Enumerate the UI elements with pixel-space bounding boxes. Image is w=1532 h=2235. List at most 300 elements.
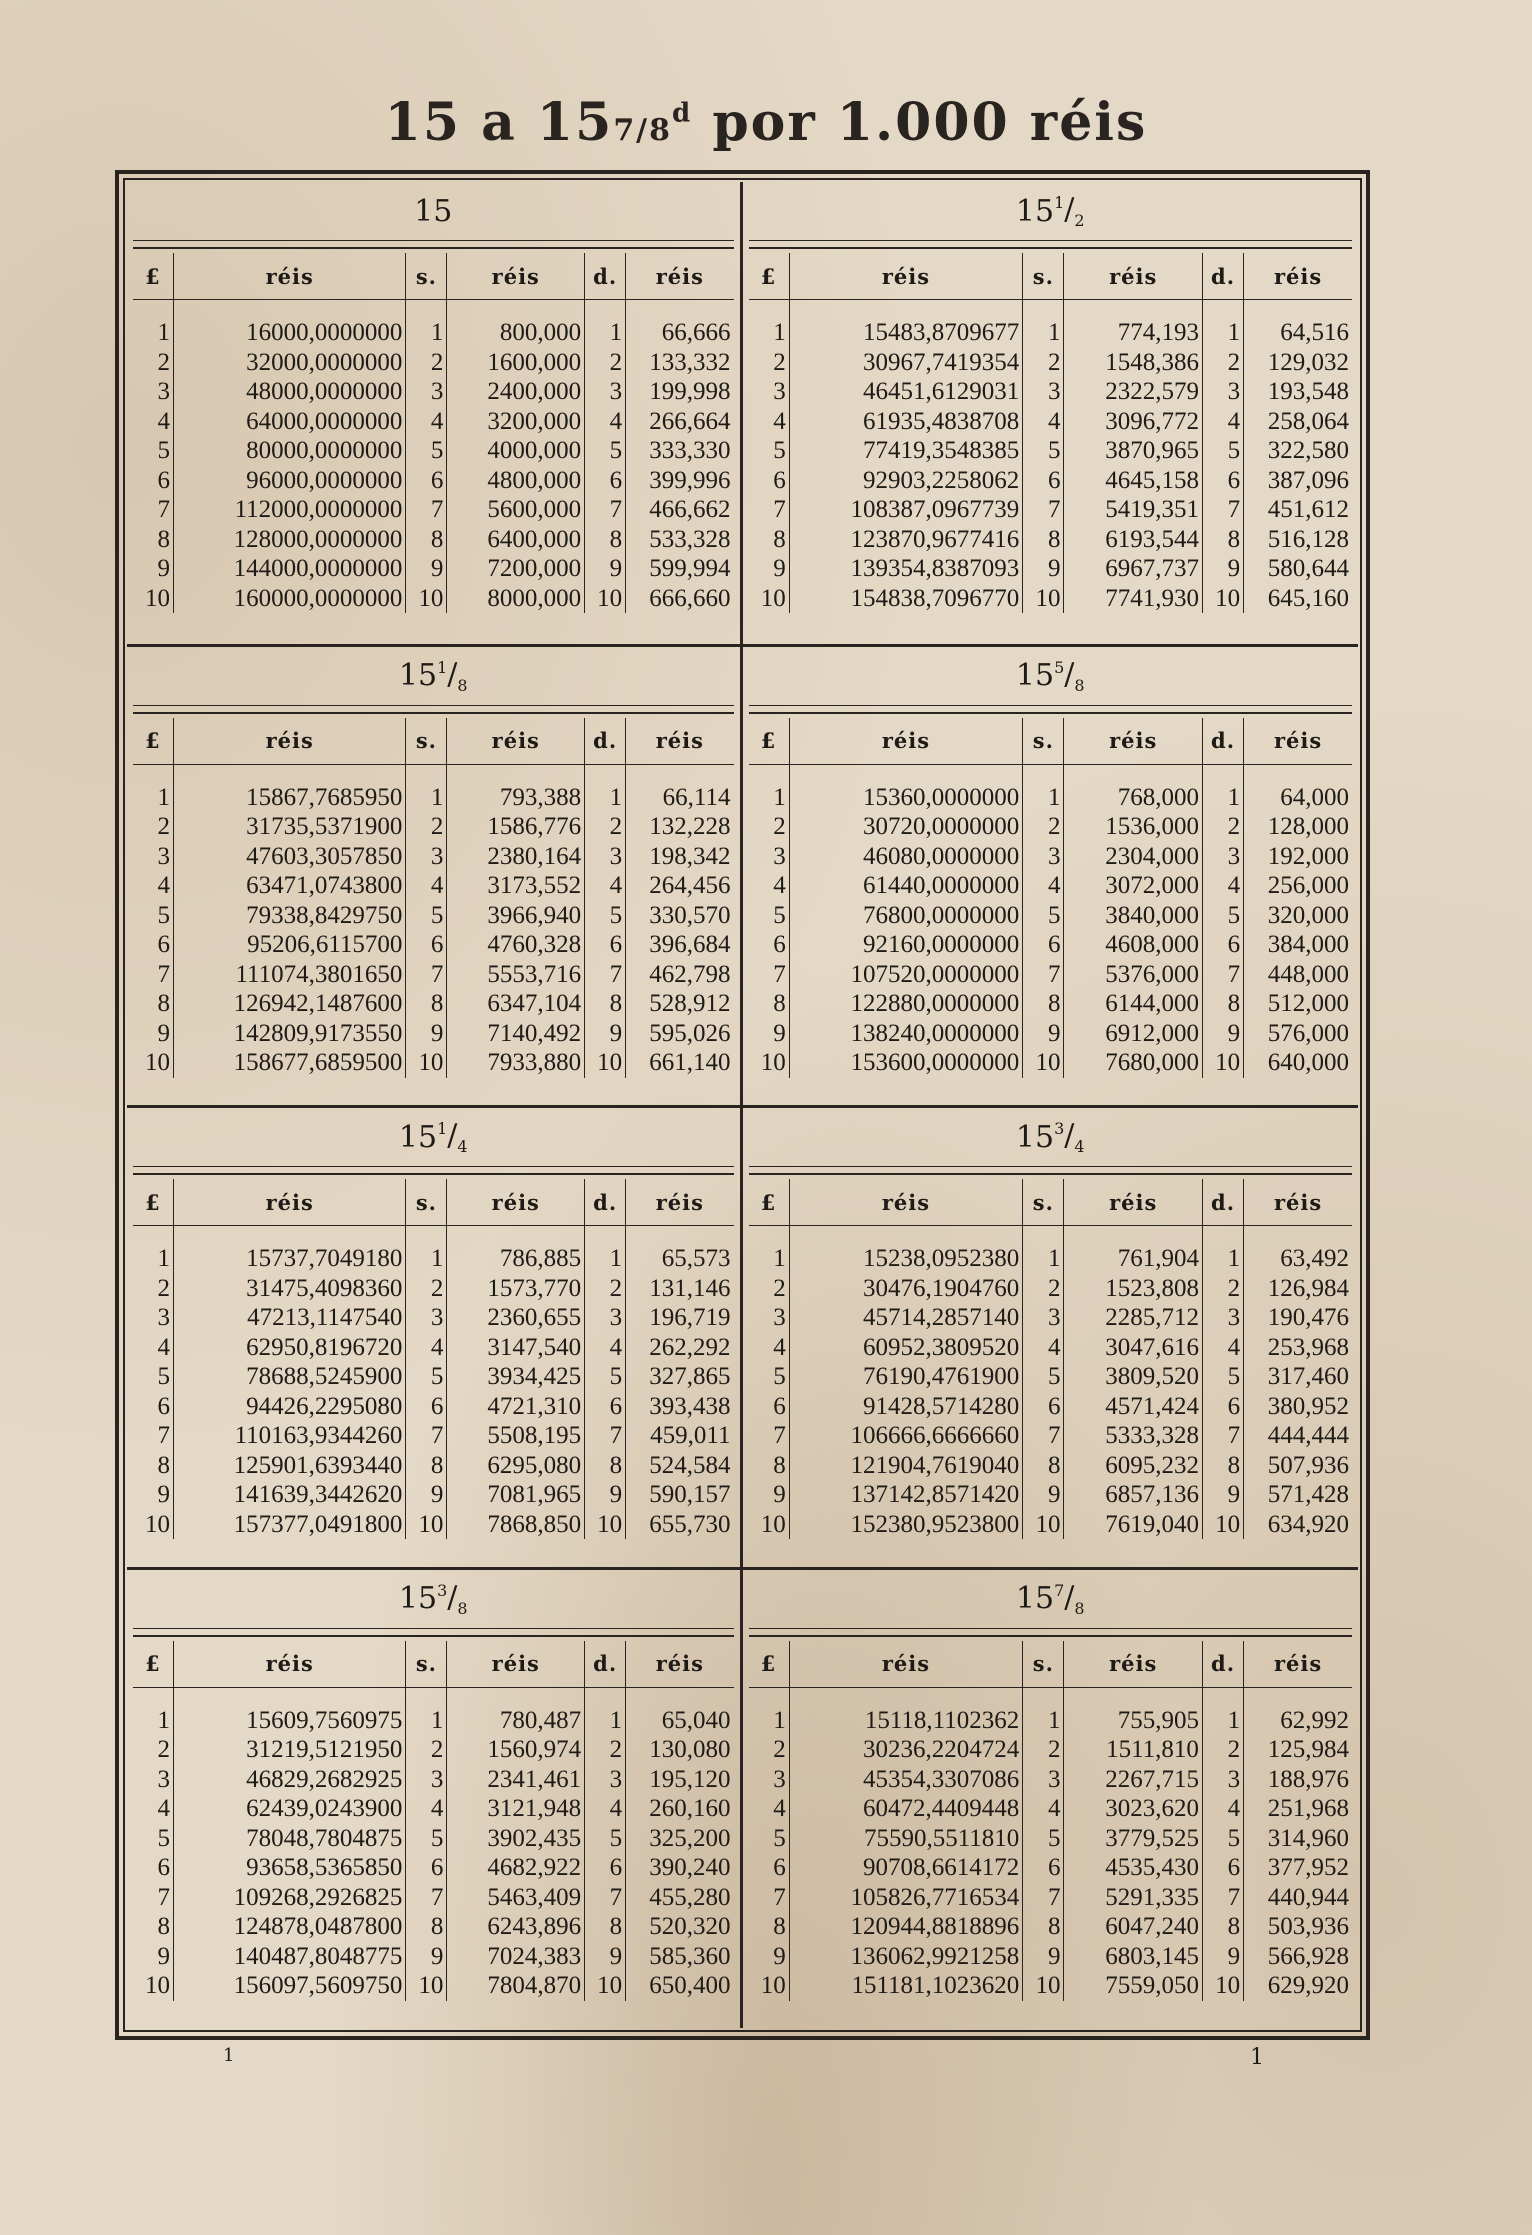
unit-count-cell: 9: [133, 554, 173, 584]
unit-count-cell: 5: [749, 1824, 790, 1854]
unit-count-cell: 5: [1023, 436, 1064, 466]
column-header-d: d.: [585, 1179, 626, 1226]
table-row: [133, 525, 734, 555]
unit-count-cell: 3: [1023, 842, 1064, 872]
unit-count-cell: 4: [585, 871, 626, 901]
reis-value-cell: 112000,0000000: [173, 495, 405, 525]
table-row: [749, 300, 1353, 348]
unit-count-cell: 8: [406, 1912, 447, 1942]
reis-value-cell: 7680,000: [1064, 1048, 1202, 1078]
column-header-reis: réis: [173, 1641, 405, 1688]
table-row: [749, 901, 1353, 931]
reis-value-cell: 6347,104: [447, 989, 585, 1019]
column-header-pound: £: [133, 253, 173, 300]
reis-value-cell: 459,011: [650, 1422, 731, 1449]
reis-value-cell: 650,400: [649, 1972, 731, 1999]
reis-value-cell: 30236,2204724: [789, 1735, 1023, 1765]
reis-value-cell: 599,994: [649, 555, 731, 582]
column-header-s: s.: [1023, 253, 1064, 300]
reis-value-cell: 45714,2857140: [789, 1303, 1023, 1333]
reis-value-cell: 6857,136: [1064, 1480, 1202, 1510]
unit-count-cell: 2: [1202, 1274, 1243, 1304]
rate-table: [749, 1641, 1353, 2001]
unit-count-cell: 1: [406, 300, 447, 348]
reis-value-cell: 768,000: [1064, 764, 1202, 812]
reis-value-cell: 256,000: [1267, 872, 1349, 899]
reis-value-cell: 47603,3057850: [173, 842, 405, 872]
table-row: [133, 1048, 734, 1078]
unit-count-cell: 8: [1202, 1912, 1243, 1942]
unit-count-cell: 5: [1202, 1824, 1243, 1854]
reis-value-cell: 1600,000: [447, 348, 585, 378]
unit-count-cell: 8: [749, 1451, 790, 1481]
table-row: [749, 466, 1353, 496]
reis-value-cell: 110163,9344260: [173, 1421, 405, 1451]
column-header-reis: réis: [173, 718, 405, 765]
table-row: [133, 871, 734, 901]
reis-value-cell: 123870,9677416: [789, 525, 1023, 555]
table-row: [749, 1794, 1353, 1824]
reis-value-cell: 576,000: [1267, 1019, 1349, 1047]
reis-value-cell: 666,660: [649, 584, 731, 612]
table-row: [749, 1765, 1353, 1795]
unit-count-cell: 3: [406, 377, 447, 407]
unit-count-cell: 1: [749, 300, 790, 348]
reis-value-cell: 132,228: [649, 813, 731, 840]
reis-value-cell: 196,719: [649, 1304, 731, 1331]
reis-value-cell: 3047,616: [1064, 1333, 1202, 1363]
unit-count-cell: 5: [406, 901, 447, 931]
rate-fraction: $^7/_8$: [1054, 1579, 1085, 1618]
table-row: [749, 1451, 1353, 1481]
table-row: [133, 1687, 734, 1735]
unit-count-cell: 3: [1023, 1303, 1064, 1333]
unit-count-cell: 2: [133, 812, 173, 842]
reis-value-cell: 455,280: [649, 1883, 731, 1911]
table-row: [133, 1883, 734, 1913]
unit-count-cell: 1: [1202, 300, 1243, 348]
reis-value-cell: 451,612: [1267, 496, 1349, 523]
reis-value-cell: 571,428: [1267, 1481, 1349, 1508]
reis-value-cell: 384,000: [1267, 931, 1349, 958]
unit-count-cell: 7: [749, 1883, 790, 1913]
unit-count-cell: 5: [133, 436, 173, 466]
rate-block: [127, 644, 743, 1106]
unit-count-cell: 9: [406, 1019, 447, 1049]
reis-value-cell: 46080,0000000: [789, 842, 1023, 872]
column-header-reis: réis: [447, 718, 585, 765]
reis-value-cell: 30720,0000000: [789, 812, 1023, 842]
unit-count-cell: 10: [585, 584, 626, 614]
reis-value-cell: 516,128: [1267, 525, 1349, 553]
reis-value-cell: 533,328: [649, 525, 731, 553]
reis-value-cell: 78048,7804875: [173, 1824, 405, 1854]
reis-value-cell: 322,580: [1267, 437, 1349, 464]
unit-count-cell: 7: [406, 1421, 447, 1451]
unit-count-cell: 5: [133, 1362, 173, 1392]
footer-right-mark: 1: [1250, 2045, 1264, 2070]
unit-count-cell: 1: [406, 1226, 447, 1274]
unit-count-cell: 3: [406, 1765, 447, 1795]
unit-count-cell: 7: [1023, 1421, 1064, 1451]
unit-count-cell: 5: [585, 436, 626, 466]
unit-count-cell: 3: [1202, 377, 1243, 407]
reis-value-cell: 761,904: [1064, 1226, 1202, 1274]
rate-table: [133, 253, 734, 613]
reis-value-cell: 393,438: [649, 1392, 731, 1420]
unit-count-cell: 4: [1023, 871, 1064, 901]
table-row: [133, 1274, 734, 1304]
reis-value-cell: 129,032: [1267, 348, 1349, 376]
reis-value-cell: 390,240: [649, 1854, 731, 1881]
unit-count-cell: 1: [1023, 300, 1064, 348]
reis-value-cell: 75590,5511810: [789, 1824, 1023, 1854]
unit-count-cell: 6: [749, 930, 790, 960]
table-row: [133, 1480, 734, 1510]
unit-count-cell: 8: [133, 989, 173, 1019]
reis-value-cell: 5600,000: [447, 495, 585, 525]
rate-block: [127, 1105, 743, 1567]
reis-value-cell: 6803,145: [1064, 1942, 1202, 1972]
reis-value-cell: 60952,3809520: [789, 1333, 1023, 1363]
unit-count-cell: 7: [749, 1421, 790, 1451]
reis-value-cell: 380,952: [1267, 1392, 1349, 1420]
reis-value-cell: 46829,2682925: [173, 1765, 405, 1795]
reis-value-cell: 2267,715: [1064, 1765, 1202, 1795]
table-row: [749, 871, 1353, 901]
unit-count-cell: 4: [1202, 871, 1243, 901]
unit-count-cell: 4: [749, 407, 790, 437]
reis-value-cell: 65,573: [661, 1245, 731, 1272]
reis-value-cell: 6912,000: [1064, 1019, 1202, 1049]
reis-value-cell: 7081,965: [447, 1480, 585, 1510]
rate-block: [127, 182, 743, 644]
reis-value-cell: 5508,195: [447, 1421, 585, 1451]
reis-value-cell: 4800,000: [447, 466, 585, 496]
table-row: [133, 1019, 734, 1049]
unit-count-cell: 3: [133, 842, 173, 872]
unit-count-cell: 10: [1202, 1510, 1243, 1540]
table-row: [749, 436, 1353, 466]
unit-count-cell: 10: [406, 1971, 447, 2001]
table-row: [749, 1019, 1353, 1049]
column-header-d: d.: [585, 1641, 626, 1688]
column-header-reis: réis: [1064, 1179, 1202, 1226]
reis-value-cell: 6047,240: [1064, 1912, 1202, 1942]
reis-value-cell: 4645,158: [1064, 466, 1202, 496]
table-row: [749, 1421, 1353, 1451]
reis-value-cell: 31475,4098360: [173, 1274, 405, 1304]
reis-value-cell: 140487,8048775: [173, 1942, 405, 1972]
reis-value-cell: 124878,0487800: [173, 1912, 405, 1942]
column-header-reis: réis: [1244, 1179, 1352, 1226]
reis-value-cell: 47213,1147540: [173, 1303, 405, 1333]
unit-count-cell: 1: [749, 1226, 790, 1274]
reis-value-cell: 94426,2295080: [173, 1392, 405, 1422]
reis-value-cell: 61935,4838708: [789, 407, 1023, 437]
reis-value-cell: 109268,2926825: [173, 1883, 405, 1913]
reis-value-cell: 193,548: [1267, 378, 1349, 405]
unit-count-cell: 1: [749, 1687, 790, 1735]
rate-heading: [749, 1108, 1353, 1167]
table-row: [749, 812, 1353, 842]
column-header-s: s.: [1023, 1179, 1064, 1226]
column-header-s: s.: [1023, 718, 1064, 765]
unit-count-cell: 8: [749, 1912, 790, 1942]
unit-count-cell: 2: [1202, 348, 1243, 378]
reis-value-cell: 640,000: [1267, 1049, 1349, 1076]
reis-value-cell: 1523,808: [1064, 1274, 1202, 1304]
reis-value-cell: 66,666: [661, 319, 731, 346]
table-row: [133, 1421, 734, 1451]
unit-count-cell: 7: [585, 1883, 626, 1913]
unit-count-cell: 6: [133, 1392, 173, 1422]
reis-value-cell: 60472,4409448: [789, 1794, 1023, 1824]
unit-count-cell: 9: [1023, 1480, 1064, 1510]
unit-count-cell: 4: [585, 1794, 626, 1824]
reis-value-cell: 5376,000: [1064, 960, 1202, 990]
unit-count-cell: 8: [585, 989, 626, 1019]
reis-value-cell: 655,730: [649, 1510, 731, 1538]
reis-value-cell: 1586,776: [447, 812, 585, 842]
reis-value-cell: 138240,0000000: [789, 1019, 1023, 1049]
unit-count-cell: 4: [1202, 1333, 1243, 1363]
reis-value-cell: 3902,435: [447, 1824, 585, 1854]
column-header-s: s.: [406, 253, 447, 300]
reis-value-cell: 144000,0000000: [173, 554, 405, 584]
reis-value-cell: 93658,5365850: [173, 1853, 405, 1883]
reis-value-cell: 106666,6666660: [789, 1421, 1023, 1451]
unit-count-cell: 3: [133, 1303, 173, 1333]
column-header-reis: réis: [789, 1179, 1023, 1226]
reis-value-cell: 62439,0243900: [173, 1794, 405, 1824]
reis-value-cell: 77419,3548385: [789, 436, 1023, 466]
unit-count-cell: 2: [406, 812, 447, 842]
table-row: [133, 407, 734, 437]
unit-count-cell: 10: [749, 584, 790, 614]
unit-count-cell: 5: [1023, 1824, 1064, 1854]
unit-count-cell: 7: [1202, 1421, 1243, 1451]
table-row: [749, 960, 1353, 990]
unit-count-cell: 2: [1202, 812, 1243, 842]
rate-fraction: $^1/_4$: [437, 1118, 468, 1156]
unit-count-cell: 8: [133, 525, 173, 555]
unit-count-cell: 9: [133, 1942, 173, 1972]
reis-value-cell: 92160,0000000: [789, 930, 1023, 960]
reis-value-cell: 120944,8818896: [789, 1912, 1023, 1942]
unit-count-cell: 5: [1023, 1362, 1064, 1392]
reis-value-cell: 46451,6129031: [789, 377, 1023, 407]
unit-count-cell: 7: [1202, 495, 1243, 525]
rate-heading: [749, 1570, 1353, 1629]
rate-block: [743, 1105, 1359, 1567]
page-title: 15 a 157/8$^d$ por 1.000 réis: [384, 92, 1148, 153]
reis-value-cell: 63,492: [1280, 1245, 1349, 1272]
unit-count-cell: 10: [133, 1510, 173, 1540]
unit-count-cell: 8: [585, 1912, 626, 1942]
unit-count-cell: 7: [133, 1421, 173, 1451]
reis-value-cell: 634,920: [1267, 1510, 1349, 1538]
unit-count-cell: 8: [406, 1451, 447, 1481]
reis-value-cell: 48000,0000000: [173, 377, 405, 407]
unit-count-cell: 2: [749, 812, 790, 842]
unit-count-cell: 10: [585, 1971, 626, 2001]
unit-count-cell: 6: [1023, 930, 1064, 960]
unit-count-cell: 7: [1023, 495, 1064, 525]
reis-value-cell: 96000,0000000: [173, 466, 405, 496]
double-rule: [133, 1167, 734, 1175]
table-row: [749, 989, 1353, 1019]
unit-count-cell: 2: [406, 1735, 447, 1765]
reis-value-cell: 125,984: [1267, 1736, 1349, 1763]
reis-value-cell: 512,000: [1267, 990, 1349, 1017]
column-header-reis: réis: [1064, 1641, 1202, 1688]
unit-count-cell: 2: [1023, 1735, 1064, 1765]
unit-count-cell: 7: [749, 495, 790, 525]
reis-value-cell: 126,984: [1267, 1274, 1349, 1302]
reis-value-cell: 6095,232: [1064, 1451, 1202, 1481]
unit-count-cell: 5: [133, 901, 173, 931]
table-row: [749, 1510, 1353, 1540]
unit-count-cell: 4: [406, 407, 447, 437]
reis-value-cell: 3121,948: [447, 1794, 585, 1824]
unit-count-cell: 2: [1023, 348, 1064, 378]
unit-count-cell: 8: [406, 525, 447, 555]
rate-whole: 15: [414, 193, 453, 229]
unit-count-cell: 10: [1202, 1971, 1243, 2001]
reis-value-cell: 128000,0000000: [173, 525, 405, 555]
unit-count-cell: 2: [133, 1735, 173, 1765]
table-row: [133, 842, 734, 872]
table-row: [133, 348, 734, 378]
reis-value-cell: 107520,0000000: [789, 960, 1023, 990]
unit-count-cell: 6: [406, 1392, 447, 1422]
unit-count-cell: 3: [1202, 1303, 1243, 1333]
column-header-reis: réis: [1244, 253, 1352, 300]
unit-count-cell: 7: [1202, 1883, 1243, 1913]
reis-value-cell: 80000,0000000: [173, 436, 405, 466]
unit-count-cell: 4: [1023, 407, 1064, 437]
unit-count-cell: 3: [1202, 842, 1243, 872]
unit-count-cell: 9: [133, 1019, 173, 1049]
unit-count-cell: 3: [133, 377, 173, 407]
unit-count-cell: 9: [1023, 1942, 1064, 1972]
unit-count-cell: 6: [406, 1853, 447, 1883]
table-row: [749, 1912, 1353, 1942]
unit-count-cell: 6: [585, 930, 626, 960]
reis-value-cell: 629,920: [1267, 1972, 1349, 1999]
rate-table: [133, 1179, 734, 1539]
rate-table: [749, 718, 1353, 1078]
reis-value-cell: 3809,520: [1064, 1362, 1202, 1392]
reis-value-cell: 330,570: [649, 901, 731, 929]
unit-count-cell: 2: [749, 348, 790, 378]
unit-count-cell: 5: [585, 1824, 626, 1854]
reis-value-cell: 198,342: [649, 842, 731, 870]
reis-value-cell: 3072,000: [1064, 871, 1202, 901]
reis-value-cell: 1511,810: [1064, 1735, 1202, 1765]
column-header-d: d.: [585, 718, 626, 765]
rate-heading: [133, 1570, 734, 1629]
reis-value-cell: 258,064: [1267, 407, 1349, 435]
unit-count-cell: 1: [133, 1226, 173, 1274]
unit-count-cell: 6: [749, 1392, 790, 1422]
unit-count-cell: 2: [1023, 1274, 1064, 1304]
unit-count-cell: 8: [1023, 1451, 1064, 1481]
reis-value-cell: 4000,000: [447, 436, 585, 466]
table-row: [133, 1303, 734, 1333]
reis-value-cell: 64,000: [1280, 783, 1349, 811]
reis-value-cell: 793,388: [447, 764, 585, 812]
table-row: [749, 764, 1353, 812]
table-row: [749, 407, 1353, 437]
table-row: [133, 377, 734, 407]
unit-count-cell: 7: [1023, 1883, 1064, 1913]
unit-count-cell: 7: [1202, 960, 1243, 990]
reis-value-cell: 91428,5714280: [789, 1392, 1023, 1422]
table-row: [133, 584, 734, 614]
unit-count-cell: 3: [749, 377, 790, 407]
table-row: [749, 1303, 1353, 1333]
unit-count-cell: 1: [406, 1687, 447, 1735]
rate-fraction: $^3/_8$: [437, 1579, 468, 1618]
reis-value-cell: 154838,7096770: [789, 584, 1023, 614]
rate-table: [133, 1641, 734, 2001]
column-header-pound: £: [749, 1179, 790, 1226]
unit-count-cell: 4: [133, 1333, 173, 1363]
reis-value-cell: 156097,5609750: [173, 1971, 405, 2001]
reis-value-cell: 4608,000: [1064, 930, 1202, 960]
unit-count-cell: 9: [749, 554, 790, 584]
unit-count-cell: 10: [749, 1048, 790, 1078]
reis-value-cell: 16000,0000000: [173, 300, 405, 348]
unit-count-cell: 8: [1202, 1451, 1243, 1481]
column-header-d: d.: [1202, 1641, 1243, 1688]
unit-count-cell: 9: [585, 1480, 626, 1510]
table-row: [749, 1274, 1353, 1304]
unit-count-cell: 9: [1202, 554, 1243, 584]
table-row: [133, 554, 734, 584]
reis-value-cell: 800,000: [447, 300, 585, 348]
unit-count-cell: 5: [585, 1362, 626, 1392]
unit-count-cell: 1: [133, 1687, 173, 1735]
unit-count-cell: 6: [133, 930, 173, 960]
reis-value-cell: 585,360: [649, 1942, 731, 1970]
unit-count-cell: 3: [749, 1303, 790, 1333]
unit-count-cell: 7: [133, 960, 173, 990]
reis-value-cell: 158677,6859500: [173, 1048, 405, 1078]
reis-value-cell: 108387,0967739: [789, 495, 1023, 525]
table-row: [133, 1824, 734, 1854]
table-row: [749, 1362, 1353, 1392]
reis-value-cell: 64000,0000000: [173, 407, 405, 437]
unit-count-cell: 5: [1202, 901, 1243, 931]
rate-heading: [133, 182, 734, 241]
reis-value-cell: 2285,712: [1064, 1303, 1202, 1333]
column-header-d: d.: [585, 253, 626, 300]
unit-count-cell: 10: [406, 1048, 447, 1078]
table-row: [749, 1226, 1353, 1274]
reis-value-cell: 66,114: [662, 783, 731, 811]
column-header-s: s.: [406, 1179, 447, 1226]
rate-whole: 15: [398, 1119, 438, 1155]
reis-value-cell: 2360,655: [447, 1303, 585, 1333]
double-rule: [133, 1629, 734, 1637]
unit-count-cell: 9: [1023, 1019, 1064, 1049]
reis-value-cell: 130,080: [649, 1736, 731, 1763]
unit-count-cell: 2: [749, 1274, 790, 1304]
table-row: [749, 1687, 1353, 1735]
